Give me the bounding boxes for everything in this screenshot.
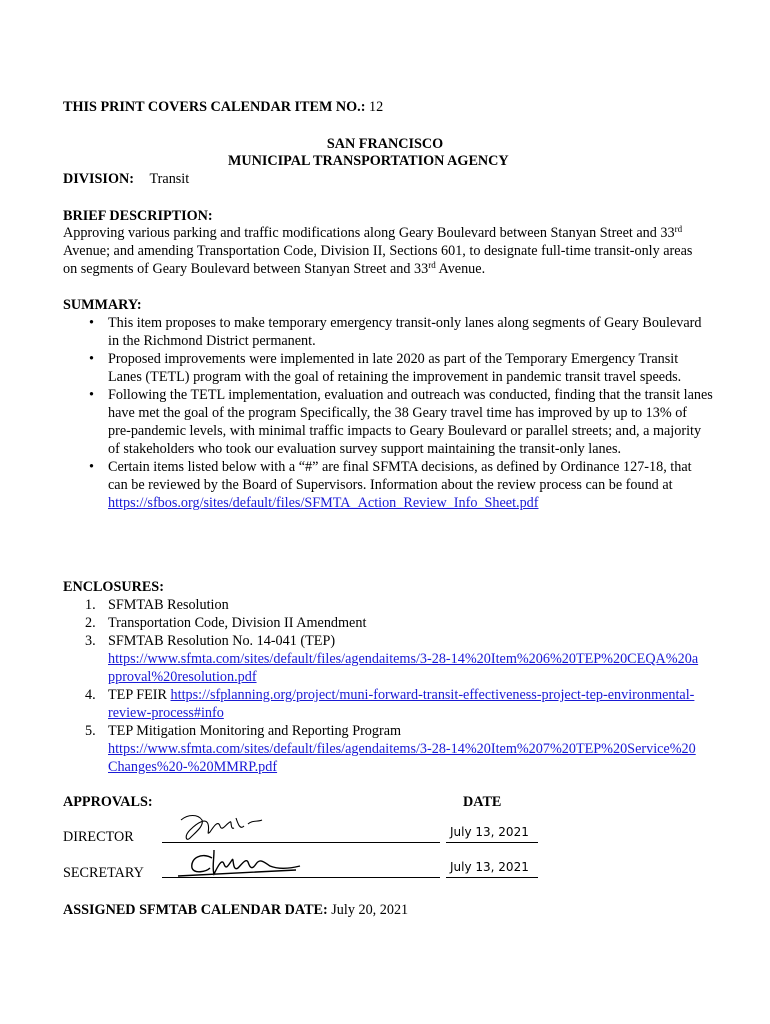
summary-item-text: Certain items listed below with a “#” are final SFMTA decisions, as defined by Ordinance 127-18, that can be reviewed by the Board of Supervisors. Information about the review process can be found at: [108, 459, 692, 493]
director-signature-image: [176, 810, 266, 844]
director-date-line: [446, 842, 538, 843]
enclosure-item: [63, 722, 703, 776]
summary-item-text: Following the TETL implementation, evaluation and outreach was conducted, finding that the transit lanes have met the goal of the program Specifically, the 38 Geary travel time has improved by up to 13% of pre-pandemic levels, with minimal traffic impacts to Geary Boulevard or parallel streets; and, a majority of stakeholders who took our evaluation survey support maintaining the transit-only lanes.: [108, 387, 713, 457]
brief-sup-2: rd: [428, 260, 436, 270]
secretary-signature-line: [162, 877, 440, 878]
bullet-icon: •: [89, 351, 94, 367]
review-info-link[interactable]: https://sfbos.org/sites/default/files/SFMTA_Action_Review_Info_Sheet.pdf: [108, 495, 539, 511]
enclosure-item: [63, 686, 703, 722]
summary-list: [63, 314, 713, 512]
enclosure-text: Transportation Code, Division II Amendment: [108, 615, 367, 631]
bullet-icon: •: [89, 387, 94, 403]
enclosures-heading: ENCLOSURES:: [63, 579, 164, 595]
enclosure-text: TEP Mitigation Monitoring and Reporting Program: [108, 723, 402, 739]
calendar-item-value: 12: [369, 99, 384, 115]
summary-item: [63, 314, 713, 350]
agency-line-1: SAN FRANCISCO: [326, 136, 444, 152]
director-label: DIRECTOR: [63, 829, 134, 845]
enclosure-link-tep-resolution[interactable]: https://www.sfmta.com/sites/default/files/agendaitems/3-28-14%20Item%206%20TEP%20CEQA%20approval%20resolution.pdf: [108, 651, 699, 685]
brief-text-part-1: Approving various parking and traffic modifications along Geary Boulevard between Stanyan Street and 33: [63, 225, 675, 241]
secretary-label: SECRETARY: [63, 865, 144, 881]
assigned-calendar-date-line: [63, 901, 408, 919]
enclosure-number: 5.: [85, 723, 96, 739]
brief-description-heading: BRIEF DESCRIPTION:: [63, 208, 213, 224]
brief-text-part-3: Avenue.: [435, 261, 486, 277]
date-heading: DATE: [463, 794, 502, 810]
summary-item-text: This item proposes to make temporary emergency transit-only lanes along segments of Geary Boulevard in the Richmond District permanent.: [108, 315, 702, 349]
enclosure-link-tep-feir[interactable]: https://sfplanning.org/project/muni-forward-transit-effectiveness-project-tep-environmental-review-process#info: [108, 687, 695, 721]
summary-item: [63, 386, 713, 458]
summary-item-text: Proposed improvements were implemented in late 2020 as part of the Temporary Emergency Transit Lanes (TETL) program with the goal of retaining the improvement in pandemic transit travel speeds.: [108, 351, 682, 385]
brief-sup-1: rd: [674, 224, 683, 234]
assigned-calendar-date-value: July 20, 2021: [331, 902, 409, 918]
division-value: Transit: [149, 171, 190, 187]
division-label: DIVISION:: [63, 171, 134, 187]
bullet-icon: •: [89, 459, 94, 475]
approvals-heading: APPROVALS:: [63, 794, 153, 810]
calendar-item-label: THIS PRINT COVERS CALENDAR ITEM NO.:: [63, 99, 366, 115]
bullet-icon: •: [89, 315, 94, 331]
enclosure-number: 2.: [85, 615, 96, 631]
brief-text-part-2: Avenue; and amending Transportation Code, Division II, Sections 601, to designate full-time transit-only areas on segments of Geary Boulevard between Stanyan Street and 33: [63, 243, 693, 277]
enclosure-item: [63, 632, 703, 686]
enclosure-number: 1.: [85, 597, 96, 613]
director-signature-line: [162, 842, 440, 843]
enclosure-item: [63, 614, 703, 632]
director-date: July 13, 2021: [450, 825, 529, 839]
enclosure-text: SFMTAB Resolution No. 14-041 (TEP): [108, 633, 336, 649]
calendar-item-line: [63, 98, 383, 116]
secretary-date: July 13, 2021: [450, 860, 529, 874]
enclosure-link-mmrp[interactable]: https://www.sfmta.com/sites/default/files/agendaitems/3-28-14%20Item%207%20TEP%20Service%20Changes%20-%20MMRP.pdf: [108, 741, 696, 775]
summary-item: [63, 458, 713, 512]
enclosure-number: 4.: [85, 687, 96, 703]
enclosure-text: SFMTAB Resolution: [108, 597, 229, 613]
enclosures-list: [63, 596, 703, 776]
assigned-calendar-date-label: ASSIGNED SFMTAB CALENDAR DATE:: [63, 902, 328, 918]
secretary-date-line: [446, 877, 538, 878]
brief-description-text: [63, 224, 703, 278]
enclosure-number: 3.: [85, 633, 96, 649]
enclosure-item: [63, 596, 703, 614]
division-line: [63, 170, 189, 188]
secretary-signature-image: [176, 846, 304, 880]
enclosure-text: TEP FEIR: [108, 687, 171, 703]
agency-line-2: MUNICIPAL TRANSPORTATION AGENCY: [228, 153, 509, 169]
summary-heading: SUMMARY:: [63, 297, 142, 313]
summary-item: [63, 350, 713, 386]
